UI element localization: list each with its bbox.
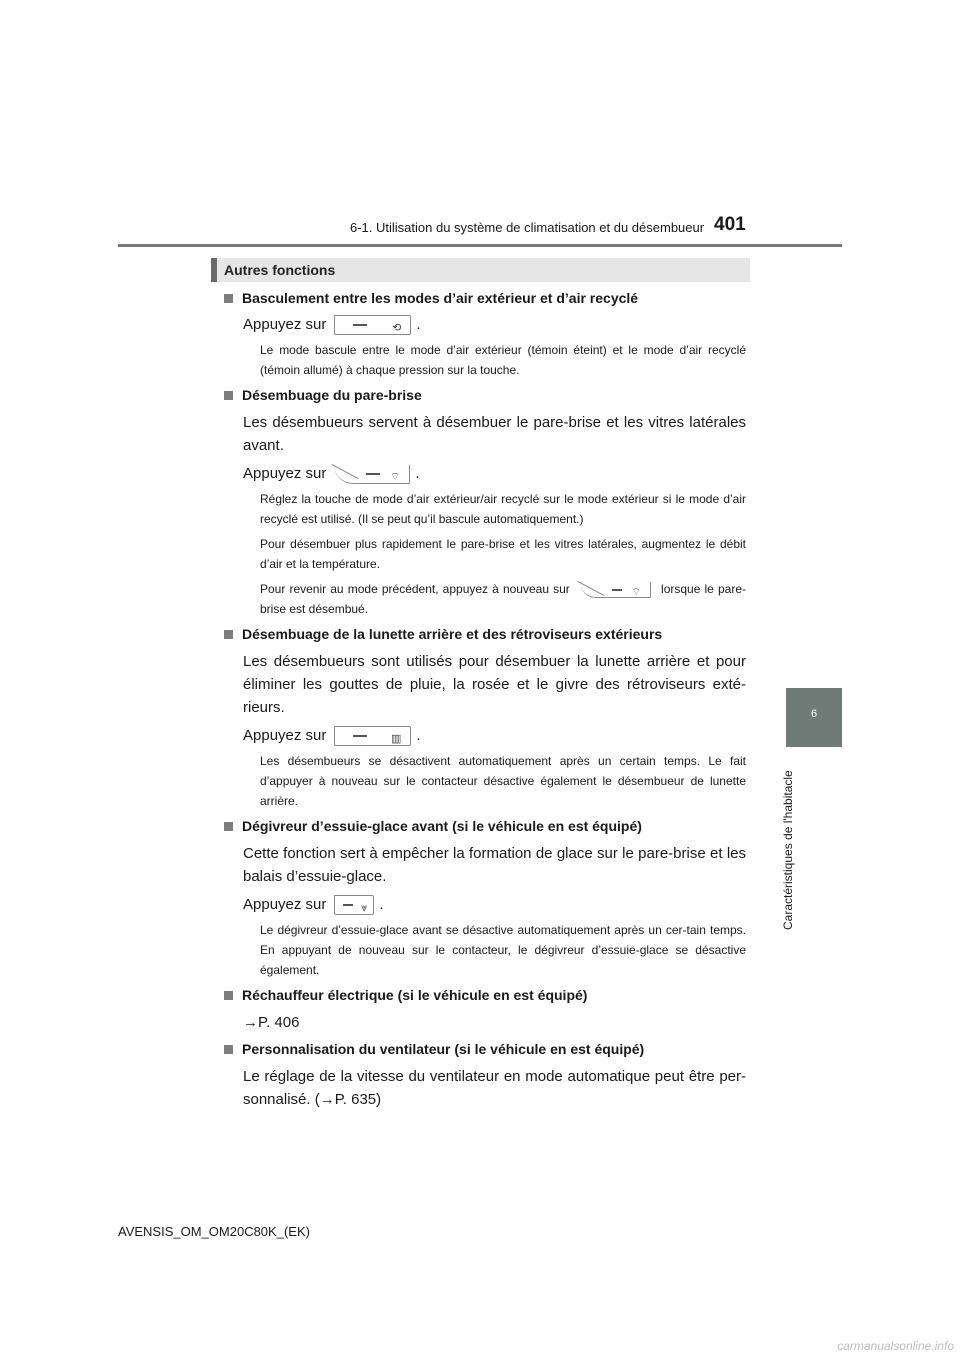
item-windshield [224, 387, 746, 619]
press-label: Appuyez sur [243, 896, 327, 913]
heading-text: Personnalisation du ventilateur (si le véhicule en est équipé) [242, 1041, 645, 1057]
bullet-square-icon [224, 630, 233, 639]
note: Le dégivreur d’essuie-glace avant se désactive automatiquement après un cer-tain temps. En appuyant de nouveau sur le contacteur, le dégivreur d’essuie-glace se désactive également. [260, 923, 746, 977]
windshield-defog-icon: ⌔ [631, 586, 641, 598]
item-rear-defogger [224, 626, 746, 811]
note: Le mode bascule entre le mode d’air extérieur (témoin éteint) et le mode d’air recyclé (témoin allumé) à chaque pression sur la touche. [260, 343, 746, 377]
period: . [416, 727, 421, 744]
bullet-square-icon [224, 991, 233, 1000]
heading-text: Basculement entre les modes d’air extérieur et d’air recyclé [242, 290, 639, 306]
note: Les désembueurs se désactivent automatiquement après un certain temps. Le fait d’appuyer à nouveau sur le contacteur désactive également le désembueur de lunette arrière. [260, 754, 746, 808]
press-line [243, 463, 746, 485]
indicator-dash [343, 904, 353, 906]
heading-text: Désembuage du pare-brise [242, 387, 422, 403]
page-reference-link[interactable]: →P. 406 [243, 1014, 300, 1031]
rear-defog-button [334, 726, 411, 746]
note-text: lorsque le pare-brise est désembué. [260, 582, 746, 616]
indicator-dash [366, 473, 380, 475]
wiper-deicer-icon: ⩔ [361, 902, 368, 914]
windshield-button [334, 465, 410, 484]
item-heading [224, 626, 746, 642]
note [260, 579, 746, 619]
item-heading [224, 818, 746, 834]
content [224, 290, 746, 1118]
item-recirculation [224, 290, 746, 380]
bullet-square-icon [224, 1045, 233, 1054]
header-title: 6-1. Utilisation du système de climatisation et du désembueur [350, 220, 705, 235]
item-heading [224, 290, 746, 306]
chapter-tab[interactable]: 6 [786, 688, 842, 747]
press-label: Appuyez sur [243, 316, 327, 333]
rear-defog-icon: ▥ [390, 733, 402, 745]
heading-text: Réchauffeur électrique (si le véhicule en est équipé) [242, 987, 588, 1003]
chapter-caption: Caractéristiques de l'habitacle [781, 770, 795, 930]
heading-text: Dégivreur d’essuie-glace avant (si le véhicule en est équipé) [242, 818, 642, 834]
press-line [243, 725, 746, 747]
bullet-square-icon [224, 391, 233, 400]
windshield-defog-icon: ⌔ [390, 470, 401, 483]
item-heading [224, 387, 746, 403]
indicator-dash [353, 735, 367, 737]
air-recirculation-icon: ⟲ [392, 322, 402, 334]
press-line [243, 894, 746, 916]
header-rule [118, 244, 842, 247]
bullet-square-icon [224, 294, 233, 303]
body-text: Les désembueurs sont utilisés pour désembuer la lunette arrière et pour éliminer les gouttes de pluie, la rosée et le givre des rétroviseurs exté-rieurs. [243, 653, 746, 716]
item-fan-customization [224, 1041, 746, 1111]
indicator-dash [353, 324, 367, 326]
period: . [415, 465, 420, 482]
body-text: Le réglage de la vitesse du ventilateur en mode automatique peut être per-sonnalisé. (→P. 635) [243, 1068, 746, 1108]
body-text: Les désembueurs servent à désembuer le pare-brise et les vitres latérales avant. [243, 414, 746, 454]
section-accent [211, 258, 217, 282]
note: Pour désembuer plus rapidement le pare-brise et les vitres latérales, augmentez le débit d’air et la température. [260, 537, 746, 571]
indicator-dash [612, 589, 622, 591]
wiper-deicer-button [334, 895, 374, 915]
item-electric-heater [224, 987, 746, 1034]
body-text: Cette fonction sert à empêcher la formation de glace sur le pare-brise et les balais d’essuie-glace. [243, 845, 746, 885]
item-wiper-deicer [224, 818, 746, 980]
item-heading [224, 987, 746, 1003]
section-bar [211, 258, 750, 282]
bullet-square-icon [224, 822, 233, 831]
item-heading [224, 1041, 746, 1057]
press-line [243, 314, 746, 336]
period: . [416, 316, 421, 333]
note-text: Pour revenir au mode précédent, appuyez à nouveau sur [260, 582, 570, 596]
heading-text: Désembuage de la lunette arrière et des rétroviseurs extérieurs [242, 626, 663, 642]
page-number: 401 [714, 214, 746, 235]
press-label: Appuyez sur [243, 727, 327, 744]
section-title: Autres fonctions [224, 262, 336, 278]
note: Réglez la touche de mode d’air extérieur/air recyclé sur le mode extérieur si le mode d’air recyclé est utilisé. (Il se peut qu’il bascule automatiquement.) [260, 492, 746, 526]
press-label: Appuyez sur [243, 465, 327, 482]
period: . [379, 896, 384, 913]
windshield-button-inline [580, 582, 651, 598]
footer-code: AVENSIS_OM_OM20C80K_(EK) [118, 1224, 310, 1239]
watermark: carmanualsonline.info [837, 1339, 954, 1353]
recirc-button [334, 315, 411, 335]
